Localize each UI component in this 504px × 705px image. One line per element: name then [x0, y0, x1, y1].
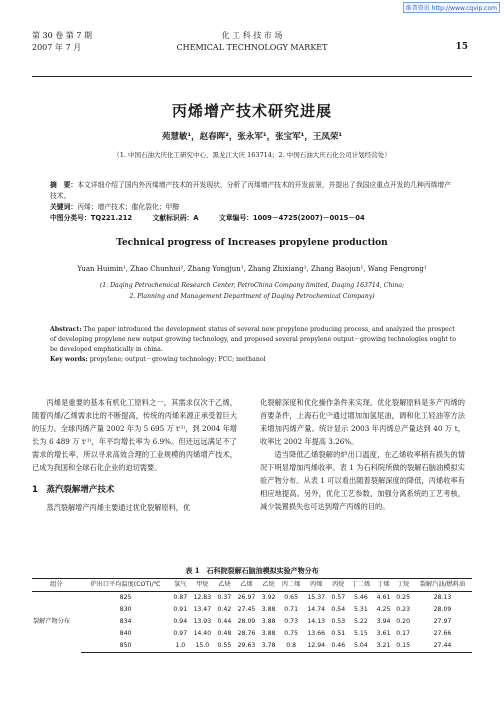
table-cell: 0.8 [278, 640, 304, 653]
table-cell: 29.63 [234, 640, 259, 653]
english-keywords-line [50, 355, 456, 365]
table-cell: 15.37 [307, 594, 326, 601]
table-cell: 825 [119, 594, 132, 601]
table-header-cell: 乙烷 [259, 579, 279, 592]
table-cell: 0.53 [331, 618, 346, 625]
table-cell: 15.0 [190, 640, 215, 653]
table-cell: 3.88 [261, 618, 276, 625]
abstract-label: 摘 要： [50, 181, 78, 189]
table-row [32, 640, 472, 653]
table-cell: 3.92 [261, 594, 276, 601]
english-keywords-label: Key words: [50, 356, 88, 363]
table-cell: 3.88 [261, 630, 276, 637]
table-cell: 5.46 [354, 594, 368, 601]
table-cell: 13.47 [193, 606, 212, 613]
table-cell: 28.09 [433, 606, 452, 613]
english-affiliation-2: 2. Planning and Management Department of Daqing Petrochemical Company) [129, 293, 375, 300]
intro-paragraph: 丙烯是重要的基本有机化工原料之一，其需求仅次于乙烯，随着丙烯/乙烯需求比的不断提高，传统的丙烯来源正承受着巨大的压力。全球丙烯产量 2002 年为 5 695 万 t⁽¹⁾，到 2004 年增长为 6 489 万 t⁽¹⁾，年平均增长率为 6.9%。但还远远满足不了需求的增长率，所以寻求高效合理的工业规模的丙烯增产技术，已成为我国和全球石化企业的迫切需要。 [32, 398, 237, 472]
table-header-row [32, 579, 472, 592]
table-cell: 0.94 [173, 618, 188, 625]
english-authors: Yuan Huimin¹, Zhao Chunhui², Zhang Yongjun¹, Zhang Zhixiang¹, Zhang Baojun¹, Wang Fengrong¹ [77, 265, 427, 273]
body-column-right [260, 396, 465, 513]
table-row [32, 604, 472, 616]
table-cell: 0.54 [331, 606, 346, 613]
table-cell: 0.25 [396, 594, 411, 601]
table-cell: 28.09 [237, 618, 256, 625]
table-cell: 0.42 [217, 606, 232, 613]
keywords-label: 关键词： [50, 203, 78, 211]
english-abstract-paragraph [50, 325, 456, 355]
table-cell: 0.48 [217, 630, 232, 637]
chinese-abstract [50, 180, 456, 224]
header-divider [32, 76, 472, 77]
table-header-cell: 炉出口平均温度(COT)/℃ [81, 579, 171, 592]
table-cell: 840 [119, 630, 132, 637]
table-header-cell: 裂解汽油/燃料油 [413, 579, 472, 592]
table-header-cell: 丙二烯 [278, 579, 304, 592]
table-cell: 12.94 [304, 640, 329, 653]
article-title: 丙烯增产技术研究进展 [171, 102, 332, 120]
page-number: 15 [455, 42, 468, 52]
table-cell: 28.76 [237, 630, 256, 637]
table-cell: 4.25 [376, 606, 391, 613]
author-list: 苑慧敏¹，赵春晖²，张永军¹，张宝军¹，王凤荣¹ [161, 132, 343, 142]
table-cell: 0.55 [215, 640, 235, 653]
table-cell: 0.23 [396, 606, 411, 613]
journal-name [32, 30, 472, 54]
english-abstract [50, 325, 456, 365]
table-cell: 27.45 [237, 606, 256, 613]
table-reference-paragraph: 适当降低乙烯裂解的炉出口温度，在乙烯收率稍有损失的情况下明显增加丙烯收率。表 1 为石科院所做的裂解石脑油模拟实验产物分布。从表 1 可以看出随着裂解深度的降低，丙烯收率有相应地提高。另外，优化工艺参数，加强分离系统的工艺考核，减少装置损失也可达到增产丙烯的目的。 [260, 450, 465, 511]
journal-name-en: CHEMICAL TECHNOLOGY MARKET [176, 43, 328, 52]
table-body [32, 592, 472, 653]
table-cell: 0.91 [173, 606, 188, 613]
table-cell: 0.65 [284, 594, 299, 601]
affiliation: （1. 中国石油大庆化工研究中心，黑龙江大庆 163714；2. 中国石油大庆石化公司计划经营处） [113, 151, 391, 159]
issue-date: 2007 年 7 月 [32, 43, 82, 52]
table-cell: 3.94 [376, 618, 391, 625]
table-group-label: 裂解产物分布 [33, 618, 71, 626]
table-cell: 3.88 [261, 606, 276, 613]
table-cell: 14.13 [307, 618, 326, 625]
table-cell: 0.44 [217, 618, 232, 625]
classification-line [50, 213, 456, 224]
table-header-cell: 氢气 [170, 579, 190, 592]
body-column-left [32, 396, 237, 514]
english-abstract-text: The paper introduced the development status of several new propylene producing process, and analyzed the prospect of developing propylene new output growing technology, and proposed several propylene output－growing technologies ought to be developed emphatically in china. [50, 326, 456, 353]
table-cell: 0.75 [284, 630, 299, 637]
table-cell: 0.15 [393, 640, 413, 653]
document-code: 文献标识码：A [152, 214, 199, 222]
english-abstract-label: Abstract: [50, 326, 82, 333]
table-cell: 3.61 [376, 630, 391, 637]
english-keywords-text: propylene; output－growing technology; FCC; methanol [89, 356, 266, 363]
table-cell: 13.66 [307, 630, 326, 637]
keywords-line [50, 202, 456, 213]
table-cell: 1.0 [170, 640, 190, 653]
table-cell: 850 [81, 640, 171, 653]
table-cell: 0.73 [284, 618, 299, 625]
table-cell: 0.17 [396, 630, 411, 637]
table-header-cell: 丁烯 [374, 579, 394, 592]
clc-number: 中图分类号：TQ221.212 [50, 214, 133, 222]
table-header-cell: 丙烯 [304, 579, 329, 592]
watermark-badge[interactable]: 维普资讯 http://www.cqvip.com [403, 2, 500, 13]
table-cell: 14.74 [307, 606, 326, 613]
english-title: Technical progress of Increases propylene production [116, 238, 388, 248]
table-cell: 4.61 [376, 594, 391, 601]
article-number: 文章编号：1009－4725(2007)－0015－04 [218, 214, 365, 222]
table-header-cell: 丙烷 [328, 579, 348, 592]
table-cell: 5.22 [354, 618, 368, 625]
table-cell: 27.97 [433, 618, 452, 625]
journal-header [32, 30, 472, 74]
table-header-cell: 甲烷 [190, 579, 215, 592]
section-1-paragraph: 蒸汽裂解增产丙烯主要通过优化裂解原料，优 [46, 503, 191, 512]
table-caption: 表 1 石科院裂解石脑油模拟实验产物分布 [185, 566, 319, 575]
continued-paragraph: 化裂解深度和优化操作条件来实现。优化裂解原料是多产丙烯的首要条件，上海石化⁽³⁾通过增加加氢尾油，调和化工轻油等方法来增加丙烯产量。统计显示 2003 年丙烯总产量达到 40 万 t，收率比 2002 年提高 3.26%。 [260, 398, 465, 446]
table-cell: 0.37 [217, 594, 232, 601]
abstract-paragraph [50, 180, 456, 202]
table-cell: 26.97 [237, 594, 256, 601]
table-header-cell: 丁烷 [393, 579, 413, 592]
table-row [32, 628, 472, 640]
table-cell: 3.78 [259, 640, 279, 653]
table-cell: 12.83 [193, 594, 212, 601]
table-cell: 3.21 [374, 640, 394, 653]
table-cell: 0.57 [331, 594, 346, 601]
table-cell: 28.13 [433, 594, 452, 601]
keywords-text: 丙烯；增产技术；催化裂化；甲醇 [77, 203, 180, 211]
table-cell: 0.71 [284, 606, 299, 613]
table-cell: 0.46 [328, 640, 348, 653]
table-header-cell: 丁二烯 [348, 579, 374, 592]
table-row [32, 592, 472, 605]
table-cell: 5.04 [348, 640, 374, 653]
english-affiliation [60, 280, 444, 302]
table-cell: 0.20 [396, 618, 411, 625]
table-cell: 5.31 [354, 606, 368, 613]
table-cell: 14.40 [193, 630, 212, 637]
table-cell: 834 [119, 618, 132, 625]
table-header-cell: 乙炔 [215, 579, 235, 592]
journal-name-cn: 化 工 科 技 市 场 [221, 31, 283, 40]
table-row [32, 616, 472, 628]
section-heading-1: 1 蒸汽裂解增产技术 [32, 485, 115, 495]
product-distribution-table [32, 578, 472, 653]
table-cell: 5.15 [354, 630, 368, 637]
english-affiliation-1: (1. Daqing Petrochemical Research Center, PetroChina Company limited, Daqing 163714, China; [99, 282, 405, 289]
table-cell: 0.51 [331, 630, 346, 637]
table-header-cell: 组分 [32, 579, 81, 592]
abstract-text: 本文详细介绍了国内外丙烯增产技术的开发现状，分析了丙烯增产技术的开发前景，并提出了我国应重点开发的几种丙烯增产技术。 [50, 181, 452, 200]
table-cell: 27.66 [433, 630, 452, 637]
table-cell: 830 [119, 606, 132, 613]
table-header-cell: 乙烯 [234, 579, 259, 592]
volume-issue: 第 30 卷 第 7 期 [32, 31, 92, 40]
table-cell: 0.87 [173, 594, 188, 601]
table-cell: 0.97 [173, 630, 188, 637]
table-cell: 27.44 [413, 640, 472, 653]
table-cell: 13.93 [193, 618, 212, 625]
